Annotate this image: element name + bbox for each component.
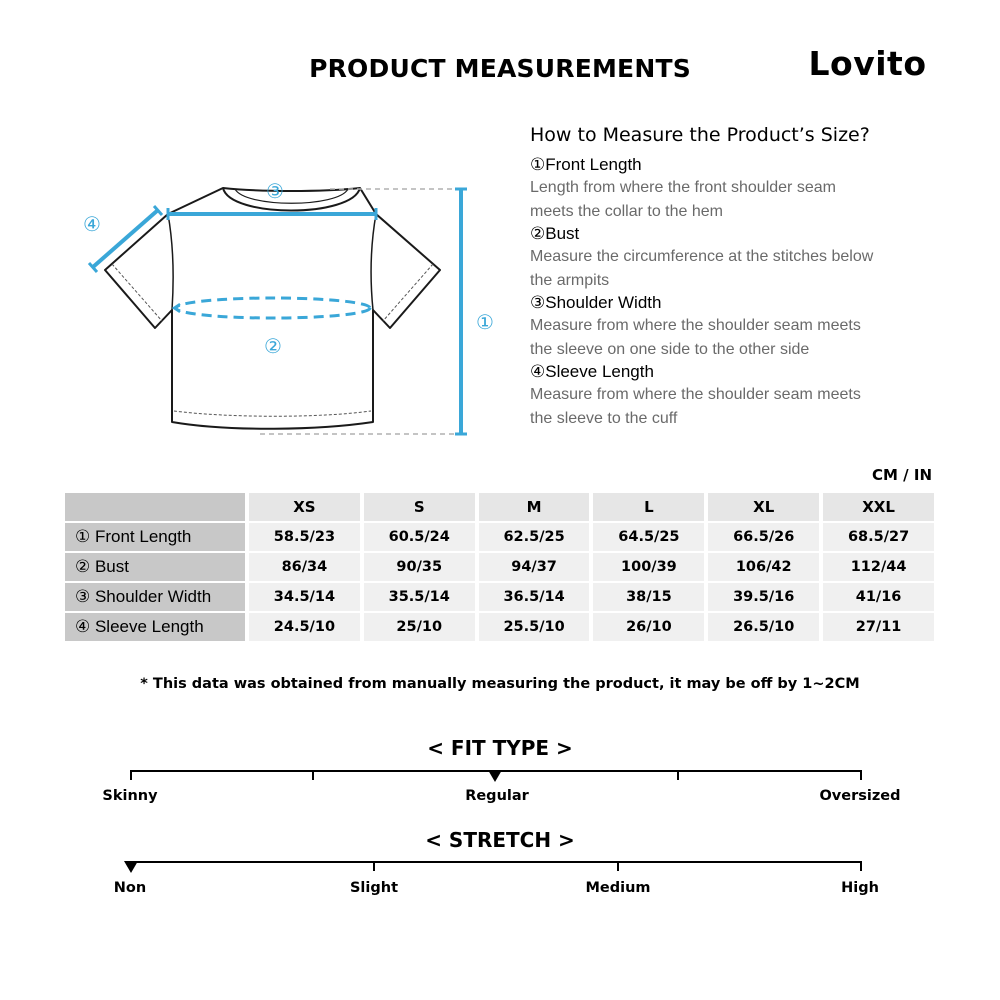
fit-type-tick xyxy=(860,770,862,780)
howto-desc-line: Measure from where the shoulder seam meets xyxy=(530,386,861,403)
table-cell: 35.5/14 xyxy=(360,583,475,611)
size-header: XS xyxy=(245,493,360,521)
table-cell: 38/15 xyxy=(589,583,704,611)
table-cell: 90/35 xyxy=(360,553,475,581)
table-row xyxy=(65,613,934,641)
stretch-tick xyxy=(617,861,619,871)
how-to-measure xyxy=(530,124,970,430)
tshirt-outline xyxy=(105,188,440,429)
row-label: ② Bust xyxy=(65,553,245,581)
stretch-tick xyxy=(860,861,862,871)
stretch-label-slight: Slight xyxy=(349,880,399,896)
howto-item-sleeve-length xyxy=(530,361,970,430)
table-cell: 112/44 xyxy=(819,553,934,581)
tshirt-measurement-diagram xyxy=(60,170,510,450)
howto-desc-line: the sleeve to the cuff xyxy=(530,409,678,427)
howto-desc-line: the armpits xyxy=(530,271,610,289)
brand-logo: Lovito xyxy=(808,44,927,83)
size-table xyxy=(65,491,934,643)
marker-front-length: ① xyxy=(476,310,494,334)
row-label: ③ Shoulder Width xyxy=(65,583,245,611)
table-cell: 26.5/10 xyxy=(704,613,819,641)
units-label: CM / IN xyxy=(872,466,932,484)
size-header: M xyxy=(475,493,590,521)
table-cell: 86/34 xyxy=(245,553,360,581)
table-cell: 60.5/24 xyxy=(360,523,475,551)
marker-shoulder-width: ③ xyxy=(266,179,284,203)
page-title: PRODUCT MEASUREMENTS xyxy=(309,54,691,83)
fit-type-marker-icon xyxy=(488,770,502,782)
howto-desc-line: Measure the circumference at the stitches below xyxy=(530,248,874,265)
table-cell: 64.5/25 xyxy=(589,523,704,551)
fit-type-title: < FIT TYPE > xyxy=(427,736,573,760)
table-row xyxy=(65,553,934,581)
table-cell: 39.5/16 xyxy=(704,583,819,611)
table-cell: 58.5/23 xyxy=(245,523,360,551)
howto-heading: ④Sleeve Length xyxy=(530,362,654,381)
table-cell: 25.5/10 xyxy=(475,613,590,641)
table-cell: 36.5/14 xyxy=(475,583,590,611)
stretch-label-medium: Medium xyxy=(585,880,651,896)
howto-desc-line: Measure from where the shoulder seam meets xyxy=(530,317,861,334)
table-row xyxy=(65,583,934,611)
table-cell: 24.5/10 xyxy=(245,613,360,641)
table-row xyxy=(65,523,934,551)
table-cell: 41/16 xyxy=(819,583,934,611)
table-cell: 25/10 xyxy=(360,613,475,641)
size-header: L xyxy=(589,493,704,521)
measurement-note: * This data was obtained from manually measuring the product, it may be off by 1~2CM xyxy=(140,676,860,692)
row-label: ① Front Length xyxy=(65,523,245,551)
table-cell: 94/37 xyxy=(475,553,590,581)
table-corner-cell xyxy=(65,493,245,521)
row-label: ④ Sleeve Length xyxy=(65,613,245,641)
fit-type-label-oversized: Oversized xyxy=(819,788,901,804)
marker-sleeve-length: ④ xyxy=(83,212,101,236)
table-cell: 100/39 xyxy=(589,553,704,581)
table-cell: 66.5/26 xyxy=(704,523,819,551)
fit-type-tick xyxy=(130,770,132,780)
stretch-marker-icon xyxy=(124,861,138,873)
marker-bust: ② xyxy=(264,334,282,358)
stretch-label-non: Non xyxy=(113,880,147,896)
howto-item-bust xyxy=(530,223,970,292)
howto-desc-line: Length from where the front shoulder seam xyxy=(530,179,836,196)
table-cell: 68.5/27 xyxy=(819,523,934,551)
fit-type-label-regular: Regular xyxy=(465,788,529,804)
table-cell: 62.5/25 xyxy=(475,523,590,551)
fit-type-label-skinny: Skinny xyxy=(102,788,158,804)
howto-item-front-length xyxy=(530,154,970,223)
table-cell: 106/42 xyxy=(704,553,819,581)
fit-type-tick xyxy=(312,770,314,780)
howto-heading: ③Shoulder Width xyxy=(530,293,662,312)
howto-desc-line: the sleeve on one side to the other side xyxy=(530,340,810,358)
howto-heading: ①Front Length xyxy=(530,155,642,174)
table-cell: 26/10 xyxy=(589,613,704,641)
howto-desc-line: meets the collar to the hem xyxy=(530,202,723,220)
howto-title: How to Measure the Product’s Size? xyxy=(530,124,870,146)
table-cell: 34.5/14 xyxy=(245,583,360,611)
stretch-tick xyxy=(373,861,375,871)
table-header-row xyxy=(65,493,934,521)
table-cell: 27/11 xyxy=(819,613,934,641)
fit-type-tick xyxy=(677,770,679,780)
howto-item-shoulder-width xyxy=(530,292,970,361)
size-header: XL xyxy=(704,493,819,521)
size-header: S xyxy=(360,493,475,521)
size-header: XXL xyxy=(819,493,934,521)
stretch-label-high: High xyxy=(841,880,879,896)
howto-heading: ②Bust xyxy=(530,224,580,243)
stretch-line xyxy=(130,861,862,863)
stretch-title: < STRETCH > xyxy=(425,828,575,852)
